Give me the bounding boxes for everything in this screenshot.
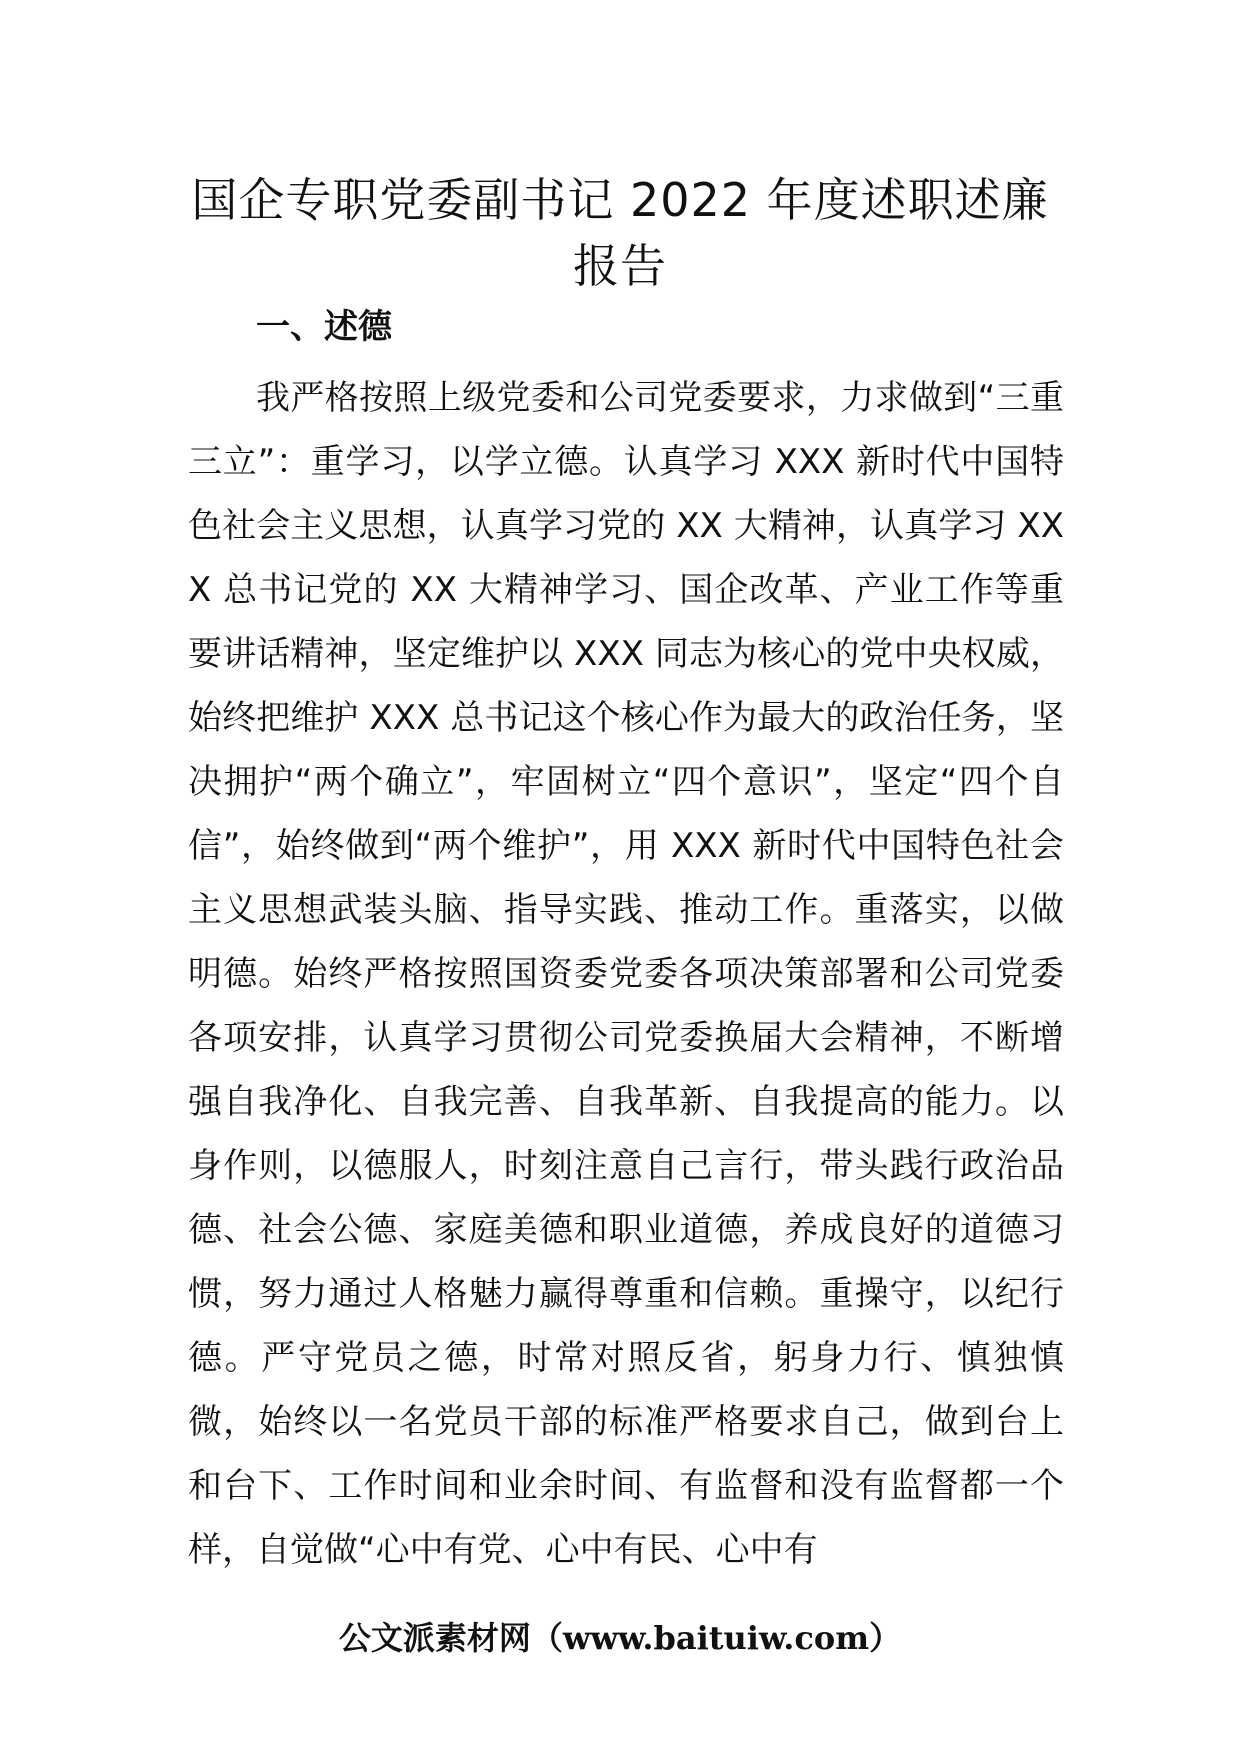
document-title-line-1: 国企专职党委副书记 2022 年度述职述廉 xyxy=(191,173,1049,227)
document-title-line-2: 报告 xyxy=(573,239,667,293)
footer-watermark: 公文派素材网（www.baituiw.com） xyxy=(338,1619,902,1657)
section-heading: 一、述德 xyxy=(256,307,392,347)
body-paragraph: 我严格按照上级党委和公司党委要求，力求做到“三重三立”：重学习，以学立德。认真学习 XXX 新时代中国特色社会主义思想，认真学习党的 XX 大精神，认真学习 XXX 总书记党的 XX 大精神学习、国企改革、产业工作等重要讲话精神，坚定维护以 XXX 同志为核心的党中央权威，始终把维护 XXX 总书记这个核心作为最大的政治任务，坚决拥护“两个确立”，牢固树立“四个意识”，坚定“四个自信”，始终做到“两个维护”，用 XXX 新时代中国特色社会主义思想武装头脑、指导实践、推动工作。重落实，以做明德。始终严格按照国资委党委各项决策部署和公司党委各项安排，认真学习贯彻公司党委换届大会精神，不断增强自我净化、自我完善、自我革新、自我提高的能力。以身作则，以德服人，时刻注意自己言行，带头践行政治品德、社会公德、家庭美德和职业道德，养成良好的道德习惯，努力通过人格魅力赢得尊重和信赖。重操守，以纪行德。严守党员之德，时常对照反省，躬身力行、慎独慎微，始终以一名党员干部的标准严格要求自己，做到台上和台下、工作时间和业余时间、有监督和没有监督都一个样，自觉做“心中有党、心中有民、心中有 xyxy=(188,378,1064,1570)
